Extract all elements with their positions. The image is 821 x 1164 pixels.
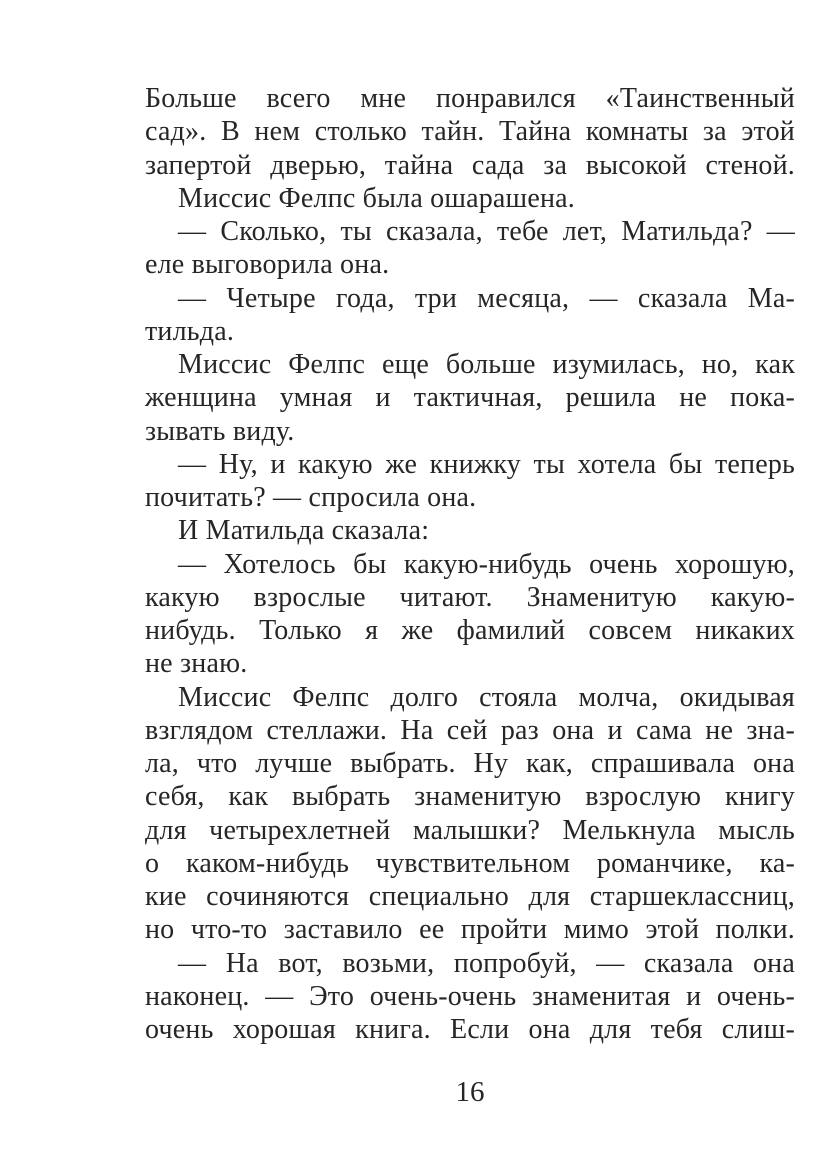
- text-line: Миссис Фелпс еще больше изумилась, но, как: [178, 349, 795, 380]
- text-line: очень хорошая книга. Если она для тебя слиш-: [145, 1014, 795, 1045]
- text-line: Миссис Фелпс была ошарашена.: [178, 182, 575, 214]
- text-line: женщина умная и тактичная, решила не пока-: [145, 382, 795, 414]
- text-line: для четырехлетней малышки? Мелькнула мысль: [145, 814, 795, 846]
- text-line: запертой дверью, тайна сада за высокой стеной.: [145, 149, 795, 181]
- text-line: тильда.: [145, 315, 235, 347]
- text-line: какую взрослые читают. Знаменитую какую-: [145, 581, 795, 613]
- text-line: сад». В нем столько тайн. Тайна комнаты за этой: [145, 116, 795, 148]
- text-line: Миссис Фелпс долго стояла молча, окидывая: [178, 681, 795, 713]
- paragraph: [145, 947, 795, 1047]
- paragraph: [145, 681, 795, 947]
- text-line: — Сколько, ты сказала, тебе лет, Матильда? —: [178, 216, 795, 247]
- paragraph: [145, 548, 795, 681]
- text-line: И Матильда сказала:: [178, 515, 430, 547]
- text-line: о каком-нибудь чувствительном романчике, ка-: [145, 847, 795, 879]
- text-line: зывать виду.: [145, 415, 295, 447]
- page-number: 16: [455, 1076, 485, 1108]
- paragraph: [145, 182, 795, 215]
- paragraph: [145, 282, 795, 349]
- paragraph: [145, 448, 795, 515]
- text-line: взглядом стеллажи. На сей раз она и сама не зна-: [145, 714, 795, 746]
- paragraph: [145, 514, 795, 547]
- text-line: себя, как выбрать знаменитую взрослую книгу: [145, 781, 795, 813]
- text-line: — Хотелось бы какую-нибудь очень хорошую,: [178, 548, 795, 580]
- text-line: ла, что лучше выбрать. Ну как, спрашивала она: [145, 748, 795, 779]
- paragraph: [145, 82, 795, 182]
- text-line: — Четыре года, три месяца, — сказала Ма-: [178, 282, 795, 314]
- text-line: кие сочиняются специально для старшеклассниц,: [145, 881, 795, 912]
- text-line: — Ну, и какую же книжку ты хотела бы теперь: [178, 448, 795, 480]
- text-line: Больше всего мне понравился «Таинственный: [145, 83, 795, 114]
- paragraph: [145, 348, 795, 448]
- text-line: почитать? — спросила она.: [145, 482, 477, 513]
- page-text-block: [145, 82, 795, 1046]
- text-line: не знаю.: [145, 648, 248, 680]
- text-line: нибудь. Только я же фамилий совсем никаких: [145, 615, 795, 646]
- text-line: еле выговорила она.: [145, 249, 390, 281]
- paragraph: [145, 215, 795, 282]
- text-line: но что-то заставило ее пройти мимо этой полки.: [145, 914, 795, 946]
- text-line: — На вот, возьми, попробуй, — сказала она: [178, 947, 795, 979]
- text-line: наконец. — Это очень-очень знаменитая и очень-: [145, 980, 795, 1012]
